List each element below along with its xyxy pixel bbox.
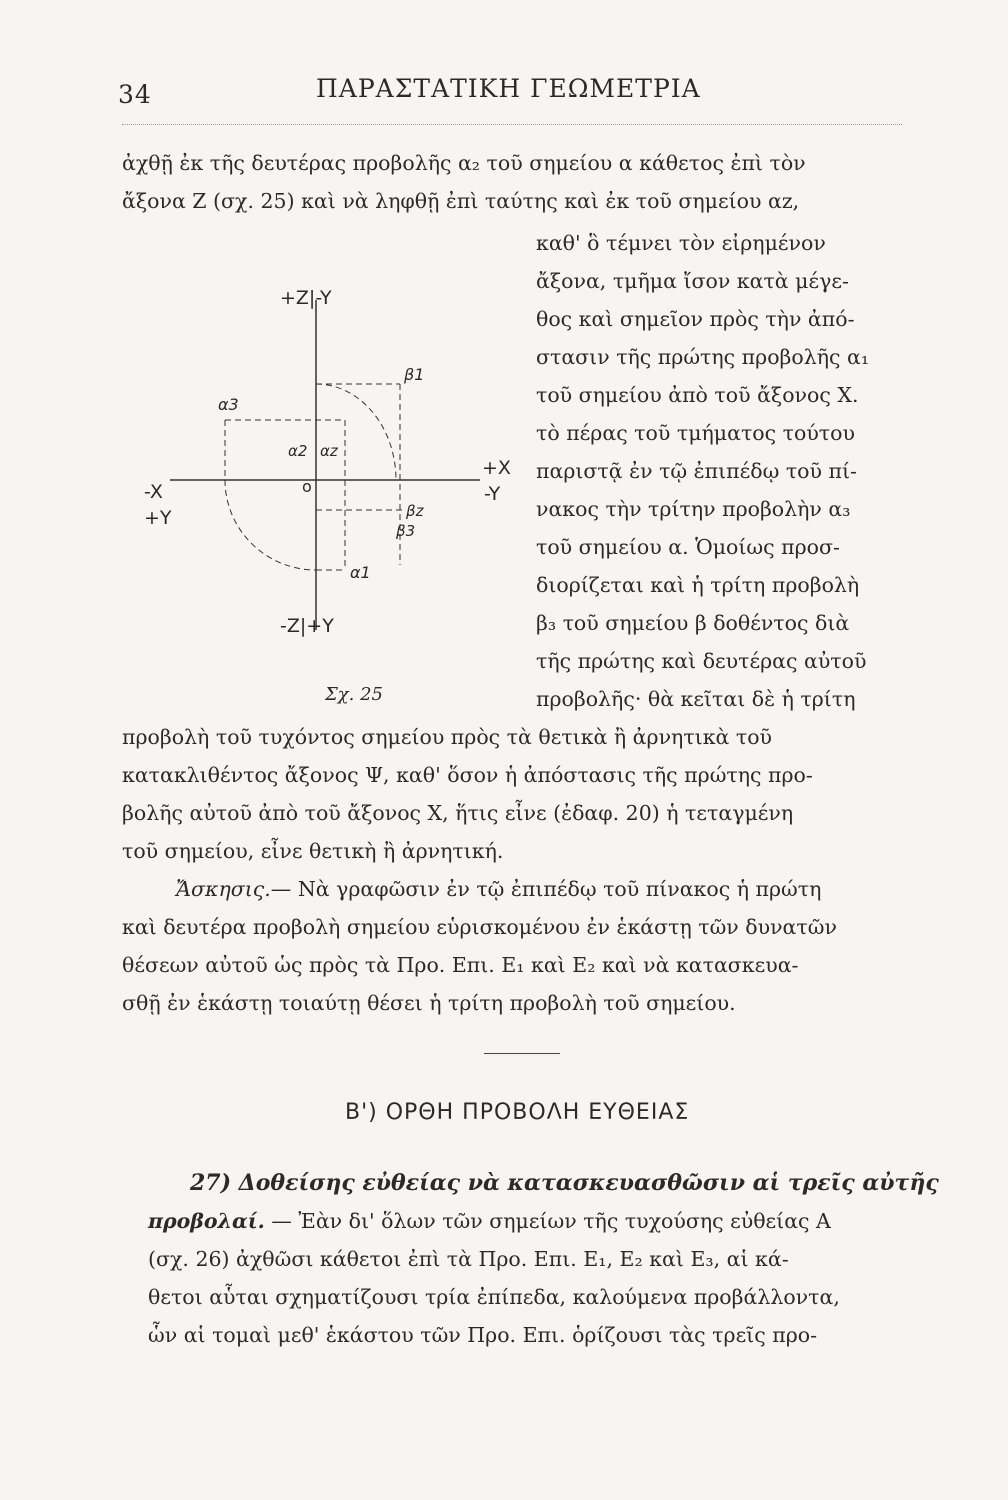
exercise-text: — Νὰ γραφῶσιν ἐν τῷ ἐπιπέδῳ τοῦ πίνακος ἡ πρώτη — [270, 877, 822, 901]
section-heading: Β') ΟΡΘΗ ΠΡΟΒΟΛΗ ΕΥΘΕΙΑΣ — [345, 1100, 690, 1125]
text-line: θος καὶ σημεῖον πρὸς τὴν ἀπό- — [536, 307, 855, 331]
paragraph-title-cont: προβολαί. — [148, 1209, 265, 1233]
text-line: παριστᾷ ἐν τῷ ἐπιπέδῳ τοῦ πί- — [536, 459, 857, 483]
label-minus-x: -X — [144, 481, 163, 503]
label-b2: βz — [406, 502, 424, 520]
text-line: προβολῆς· θὰ κεῖται δὲ ἡ τρίτη — [536, 687, 856, 711]
label-plus-x: +X — [482, 457, 511, 479]
exercise-label: Ἄσκησις. — [176, 877, 271, 901]
text-line: στασιν τῆς πρώτης προβολῆς α₁ — [536, 345, 870, 369]
header-divider — [122, 124, 902, 125]
text-line: ἀχθῇ ἐκ τῆς δευτέρας προβολῆς α₂ τοῦ σημείου α κάθετος ἐπὶ τὸν — [122, 151, 806, 175]
text-line: β₃ τοῦ σημείου β δοθέντος διὰ — [536, 611, 850, 635]
text-line: ἄξονα Ζ (σχ. 25) καὶ νὰ ληφθῇ ἐπὶ ταύτης καὶ ἐκ τοῦ σημείου αz, — [122, 189, 800, 213]
figure-25 — [140, 260, 520, 680]
text-line: ἄξονα, τμῆμα ἴσον κατὰ μέγε- — [536, 269, 849, 293]
label-plus-z: +Z|-Y — [280, 287, 332, 309]
text-line: σθῇ ἐν ἑκάστῃ τοιαύτῃ θέσει ἡ τρίτη προβολὴ τοῦ σημείου. — [122, 991, 736, 1015]
label-az: αz — [320, 442, 338, 460]
label-a3: α3 — [218, 395, 239, 414]
text-line: (σχ. 26) ἀχθῶσι κάθετοι ἐπὶ τὰ Προ. Επι. Ε₁, Ε₂ καὶ Ε₃, αἱ κά- — [148, 1247, 789, 1271]
text-line: καὶ δευτέρα προβολὴ σημείου εὑρισκομένου ἐν ἑκάστῃ τῶν δυνατῶν — [122, 915, 837, 939]
text-line: τοῦ σημείου, εἶνε θετικὴ ἢ ἀρνητική. — [122, 839, 504, 863]
label-plus-y-left: +Y — [144, 507, 172, 529]
paragraph-title: 27) Δοθείσης εὐθείας νὰ κατασκευασθῶσιν αἱ τρεῖς αὐτῆς — [190, 1170, 939, 1196]
text-line: τοῦ σημείου ἀπὸ τοῦ ἄξονος Χ. — [536, 383, 859, 407]
page-number: 34 — [118, 80, 152, 109]
text-line: τὸ πέρας τοῦ τμήματος τούτου — [536, 421, 855, 445]
text-line: νακος τὴν τρίτην προβολὴν α₃ — [536, 497, 851, 521]
text-line — [148, 1206, 831, 1236]
text-line: τῆς πρώτης καὶ δευτέρας αὐτοῦ — [536, 649, 867, 673]
label-minus-z: -Z|+Y — [280, 615, 334, 637]
label-a1: α1 — [350, 563, 371, 582]
text-line: καθ' ὃ τέμνει τὸν εἰρημένον — [536, 231, 826, 255]
text-line: ὧν αἱ τομαὶ μεθ' ἑκάστου τῶν Προ. Επι. ὁρίζουσι τὰς τρεῖς προ- — [148, 1323, 818, 1347]
label-origin: o — [302, 477, 312, 496]
paragraph-text: — Ἐὰν δι' ὅλων τῶν σημείων τῆς τυχούσης εὐθείας Α — [264, 1209, 831, 1233]
text-line: τοῦ σημείου α. Ὁμοίως προσ- — [536, 535, 840, 559]
text-line: διορίζεται καὶ ἡ τρίτη προβολὴ — [536, 573, 860, 597]
text-line: προβολὴ τοῦ τυχόντος σημείου πρὸς τὰ θετικὰ ἢ ἀρνητικὰ τοῦ — [122, 725, 773, 749]
figure-caption: Σχ. 25 — [325, 684, 383, 705]
label-minus-y-right: -Y — [484, 483, 501, 505]
section-divider — [484, 1053, 560, 1054]
text-line: κατακλιθέντος ἄξονος Ψ, καθ' ὅσον ἡ ἀπόστασις τῆς πρώτης προ- — [122, 763, 813, 787]
text-line: θέσεων αὐτοῦ ὡς πρὸς τὰ Προ. Επι. Ε₁ καὶ Ε₂ καὶ νὰ κατασκευα- — [122, 953, 799, 977]
b-rotation-arc — [316, 384, 396, 480]
label-b3: β3 — [396, 522, 416, 540]
exercise-line — [176, 874, 821, 904]
text-line: θετοι αὗται σχηματίζουσι τρία ἐπίπεδα, καλούμενα προβάλλοντα, — [148, 1285, 840, 1309]
label-b1: β1 — [404, 365, 425, 384]
label-a2: α2 — [288, 442, 308, 460]
running-title: ΠΑΡΑΣΤΑΤΙΚΗ ΓΕΩΜΕΤΡΙΑ — [316, 74, 701, 103]
text-line: βολῆς αὐτοῦ ἀπὸ τοῦ ἄξονος Χ, ἥτις εἶνε (ἐδαφ. 20) ἡ τεταγμένη — [122, 801, 794, 825]
